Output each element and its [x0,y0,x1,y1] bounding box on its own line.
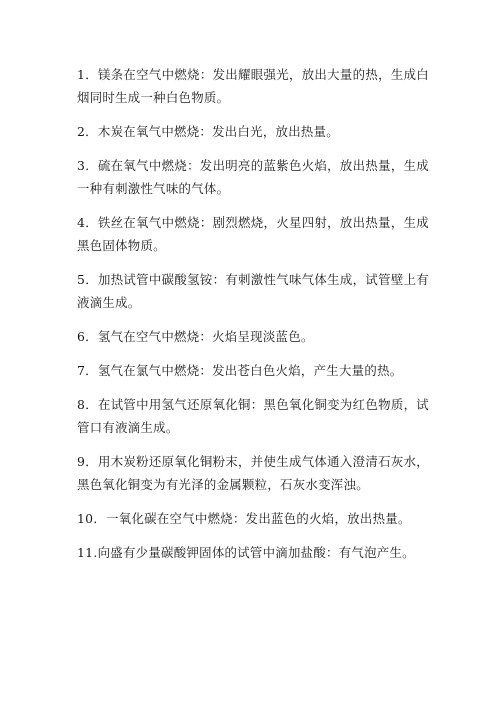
item-number: 10． [77,511,107,526]
item-text: 在试管中用氢气还原氧化铜：黑色氧化铜变为红色物质，试管口有液滴生成。 [77,397,429,435]
item-number: 11. [77,545,98,560]
list-item-2 [77,120,429,143]
item-text: 硫在氧气中燃烧：发出明亮的蓝紫色火焰，放出热量，生成一种有刺激性气味的气体。 [77,158,429,196]
list-item-6 [77,325,429,348]
list-item-10 [77,507,429,530]
item-number: 1． [77,67,98,82]
item-text: 加热试管中碳酸氢铵：有刺激性气味气体生成，试管壁上有液滴生成。 [77,272,429,310]
item-text: 木炭在氧气中燃烧：发出白光，放出热量。 [97,124,339,139]
list-item-8 [77,393,429,439]
observation-list [77,63,429,575]
item-number: 7． [77,363,98,378]
item-number: 3． [77,158,98,173]
item-text: 氢气在空气中燃烧：火焰呈现淡蓝色。 [97,329,314,344]
item-text: 氢气在氯气中燃烧：发出苍白色火焰，产生大量的热。 [97,363,403,378]
item-number: 6． [77,329,98,344]
list-item-3 [77,154,429,200]
item-number: 5． [77,272,98,287]
item-text: 一氧化碳在空气中燃烧：发出蓝色的火焰，放出热量。 [106,511,411,526]
list-item-1 [77,63,429,109]
item-number: 2． [77,124,98,139]
list-item-5 [77,268,429,314]
item-text: 用木炭粉还原氧化铜粉末，并使生成气体通入澄清石灰水，黑色氧化铜变为有光泽的金属颗粒，石灰水变浑浊。 [77,454,429,492]
item-text: 铁丝在氧气中燃烧：剧烈燃烧，火星四射，放出热量，生成黑色固体物质。 [77,215,429,253]
item-number: 8． [77,397,98,412]
item-text: 镁条在空气中燃烧：发出耀眼强光，放出大量的热，生成白烟同时生成一种白色物质。 [77,67,429,105]
list-item-11 [77,541,429,564]
item-text: 向盛有少量碳酸钾固体的试管中滴加盐酸：有气泡产生。 [97,545,415,560]
list-item-9 [77,450,429,496]
item-number: 4． [77,215,98,230]
list-item-4 [77,211,429,257]
list-item-7 [77,359,429,382]
item-number: 9． [77,454,98,469]
